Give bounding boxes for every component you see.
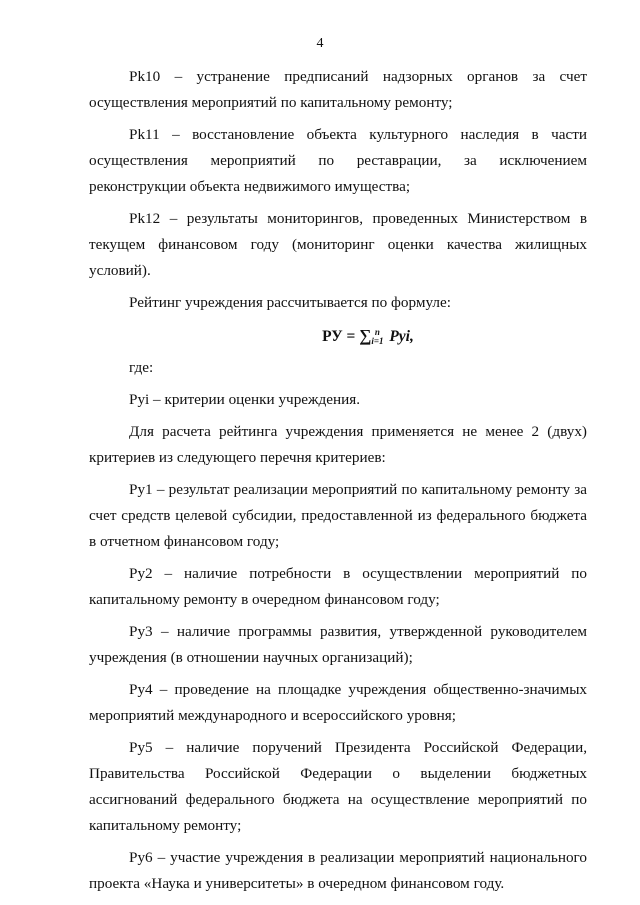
paragraph-py2: Py2 – наличие потребности в осуществлении мероприятий по капитальному ремонту в очередном финансовом году;: [89, 565, 587, 608]
formula-upper-limit: n: [374, 327, 380, 338]
paragraph-pk10: Pk10 – устранение предписаний надзорных органов за счет осуществления мероприятий по капитальному ремонту;: [89, 68, 587, 111]
paragraph-py3: Py3 – наличие программы развития, утвержденной руководителем учреждения (в отношении научных организаций);: [89, 623, 587, 666]
paragraph-formula-intro: Рейтинг учреждения рассчитывается по формуле:: [129, 294, 451, 311]
paragraph-py5: Py5 – наличие поручений Президента Российской Федерации, Правительства Российской Федерации о выделении бюджетных ассигнований федерального бюджета на осуществление мероприятий по капитальному ремонту;: [89, 739, 587, 834]
paragraph-pk11: Pk11 – восстановление объекта культурного наследия в части осуществления мероприятий по реставрации, за исключением реконструкции объекта недвижимого имущества;: [89, 126, 587, 195]
rating-formula: [89, 322, 587, 351]
paragraph-pyi: Pyi – критерии оценки учреждения.: [129, 391, 361, 408]
formula-lhs: РУ: [322, 328, 343, 345]
page-number: 4: [316, 36, 324, 51]
where-label: где:: [129, 359, 154, 376]
paragraph-criteria-intro: Для расчета рейтинга учреждения применяется не менее 2 (двух) критериев из следующего перечня критериев:: [89, 423, 587, 466]
formula-lower-limit: i=1: [371, 336, 384, 347]
paragraph-py6: Py6 – участие учреждения в реализации мероприятий национального проекта «Наука и университеты» в очередном финансовом году.: [89, 849, 587, 892]
paragraph-pk12: Pk12 – результаты мониторингов, проведенных Министерством в текущем финансовом году (мониторинг оценки качества жилищных условий).: [89, 210, 587, 279]
formula-rhs: Pyi,: [389, 328, 414, 345]
formula-sigma: ∑: [359, 326, 372, 345]
paragraph-py1: Py1 – результат реализации мероприятий по капитальному ремонту за счет средств целевой субсидии, предоставленной из федерального бюджета в отчетном финансовом году;: [89, 481, 587, 550]
formula-equals: =: [346, 328, 356, 345]
paragraph-py4: Py4 – проведение на площадке учреждения общественно-значимых мероприятий международного и всероссийского уровня;: [89, 681, 587, 724]
document-body: [89, 64, 587, 903]
formula-limits: [371, 328, 383, 346]
